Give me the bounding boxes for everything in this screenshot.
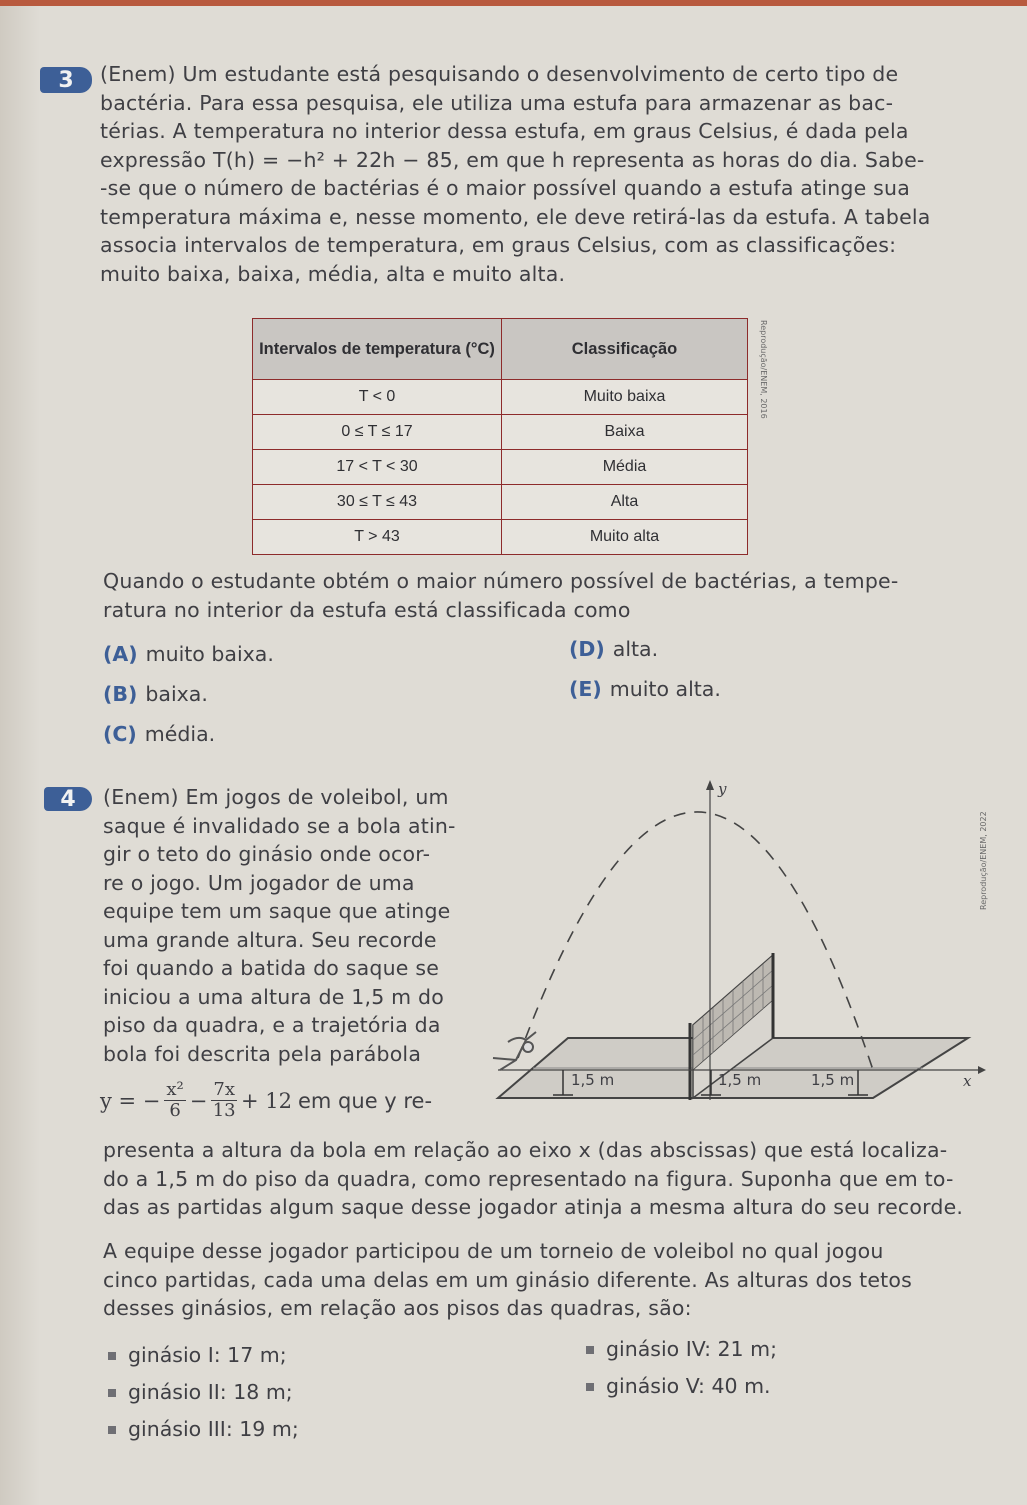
fraction-denominator: 13 [212, 1100, 236, 1121]
bullet-square-icon [586, 1346, 594, 1354]
gym-list-item [586, 1374, 771, 1398]
question-4-statement [103, 783, 465, 1068]
y-axis-label: y [718, 780, 727, 798]
option-letter: (B) [103, 682, 138, 706]
table-row [253, 380, 748, 415]
height-label: 1,5 m [571, 1071, 615, 1089]
gym-list-item [108, 1380, 293, 1404]
option-e[interactable] [569, 677, 721, 701]
option-letter: (A) [103, 642, 138, 666]
q3-line: muito baixa, baixa, média, alta e muito alta. [100, 261, 566, 286]
q3-line: bactéria. Para essa pesquisa, ele utiliza uma estufa para armazenar as bac- [100, 90, 894, 115]
q4-line: saque é invalidado se a bola atin- [103, 813, 456, 838]
q3-line: expressão T(h) = −h² + 22h − 85, em que h representa as horas do dia. Sabe- [100, 147, 925, 172]
classification-cell: Muito baixa [502, 380, 748, 415]
q3-line: associa intervalos de temperatura, em graus Celsius, com as classificações: [100, 233, 897, 257]
q4-line-after: presenta a altura da bola em relação ao eixo x (das abscissas) que está localiza- [103, 1138, 948, 1162]
gym-list-item [586, 1337, 777, 1361]
option-a[interactable] [103, 642, 274, 666]
option-c[interactable] [103, 722, 215, 746]
q4-line: bola foi descrita pela parábola [103, 1041, 422, 1066]
classification-cell: Baixa [502, 415, 748, 450]
gym-text: ginásio I: 17 m; [128, 1343, 287, 1367]
table-row [253, 450, 748, 485]
fraction-numerator: x² [166, 1079, 184, 1100]
bullet-square-icon [108, 1426, 116, 1434]
q4-line-after: do a 1,5 m do piso da quadra, como representado na figura. Suponha que em to- [103, 1166, 954, 1191]
x-axis-label: x [963, 1072, 972, 1090]
classification-cell: Média [502, 450, 748, 485]
question-4-continuation [103, 1136, 983, 1222]
fraction-denominator: 6 [169, 1100, 181, 1121]
q4-line: equipe tem um saque que atinge [103, 899, 451, 923]
gym-list-item [108, 1417, 299, 1441]
q4-line: piso da quadra, e a trajetória da [103, 1013, 441, 1037]
question-4-number: 4 [44, 787, 92, 811]
y-axis-arrow-icon [706, 780, 714, 790]
formula-trailing-text: em que y re- [298, 1088, 433, 1113]
option-text: alta. [612, 637, 659, 661]
parabola-formula [100, 1080, 432, 1121]
classification-cell: Alta [502, 485, 748, 520]
fraction-7x-over-13 [211, 1080, 237, 1121]
gym-list-item [108, 1343, 287, 1367]
q4-line: (Enem) Em jogos de voleibol, um [103, 785, 449, 809]
interval-cell: 0 ≤ T ≤ 17 [253, 415, 502, 450]
player-icon [493, 1032, 536, 1070]
interval-cell: 30 ≤ T ≤ 43 [253, 485, 502, 520]
option-letter: (D) [569, 637, 605, 661]
q4-line-after: das as partidas algum saque desse jogador atinja a mesma altura do seu recorde. [103, 1195, 964, 1219]
question-4-paragraph-2 [103, 1237, 983, 1323]
page-top-edge [0, 0, 1027, 6]
fraction-x-squared-over-6 [164, 1080, 185, 1121]
option-text: muito baixa. [145, 642, 274, 666]
figure-image-credit: Reprodução/ENEM, 2022 [979, 811, 988, 910]
bullet-square-icon [108, 1352, 116, 1360]
q4-line: gir o teto do ginásio onde ocor- [103, 842, 431, 866]
option-text: baixa. [145, 682, 208, 706]
table-row [253, 520, 748, 555]
temperature-classification-table [252, 318, 748, 555]
interval-cell: 17 < T < 30 [253, 450, 502, 485]
interval-cell: T < 0 [253, 380, 502, 415]
gym-text: ginásio IV: 21 m; [606, 1337, 777, 1361]
option-text: muito alta. [609, 677, 721, 701]
interval-cell: T > 43 [253, 520, 502, 555]
option-b[interactable] [103, 682, 208, 706]
formula-constant: + 12 [241, 1088, 292, 1113]
bullet-square-icon [108, 1389, 116, 1397]
formula-minus: − [189, 1088, 208, 1113]
option-text: média. [144, 722, 216, 746]
volleyball-trajectory-figure [478, 770, 998, 1120]
question-3-prompt [103, 567, 963, 624]
table-row [253, 415, 748, 450]
q4-line: uma grande altura. Seu recorde [103, 927, 437, 952]
option-letter: (C) [103, 722, 137, 746]
q4-line: foi quando a batida do saque se [103, 956, 440, 980]
page-binding-shadow [0, 6, 40, 1505]
table-image-credit: Reprodução/ENEM, 2016 [759, 320, 768, 419]
classification-cell: Muito alta [502, 520, 748, 555]
q3-line: -se que o número de bactérias é o maior possível quando a estufa atinge sua [100, 176, 910, 200]
fraction-numerator: 7x [213, 1079, 235, 1100]
q4-para2-line: cinco partidas, cada uma delas em um ginásio diferente. As alturas dos tetos [103, 1267, 912, 1292]
question-3-statement [100, 60, 955, 288]
q4-para2-line: desses ginásios, em relação aos pisos das quadras, são: [103, 1296, 692, 1320]
q4-line: re o jogo. Um jogador de uma [103, 870, 415, 895]
bullet-square-icon [586, 1383, 594, 1391]
q4-para2-line: A equipe desse jogador participou de um torneio de voleibol no qual jogou [103, 1239, 884, 1263]
gym-text: ginásio V: 40 m. [606, 1374, 771, 1398]
height-label: 1,5 m [811, 1071, 855, 1089]
option-letter: (E) [569, 677, 602, 701]
table-header-classification: Classificação [502, 319, 748, 380]
question-3-number: 3 [40, 67, 92, 93]
q3-line: térias. A temperatura no interior dessa estufa, em graus Celsius, é dada pela [100, 119, 909, 143]
q3-line: temperatura máxima e, nesse momento, ele deve retirá-las da estufa. A tabela [100, 204, 931, 229]
gym-text: ginásio II: 18 m; [128, 1380, 293, 1404]
x-axis-arrow-icon [978, 1066, 986, 1074]
table-header-intervals: Intervalos de temperatura (°C) [253, 319, 502, 380]
q3-prompt-line: Quando o estudante obtém o maior número possível de bactérias, a tempe- [103, 569, 899, 593]
q3-line: (Enem) Um estudante está pesquisando o desenvolvimento de certo tipo de [100, 62, 899, 86]
formula-prefix: y = − [100, 1088, 161, 1113]
height-label: 1,5 m [718, 1071, 762, 1089]
q4-line: iniciou a uma altura de 1,5 m do [103, 984, 445, 1009]
gym-text: ginásio III: 19 m; [128, 1417, 299, 1441]
option-d[interactable] [569, 637, 658, 661]
q3-prompt-line: ratura no interior da estufa está classificada como [103, 597, 631, 622]
table-row [253, 485, 748, 520]
